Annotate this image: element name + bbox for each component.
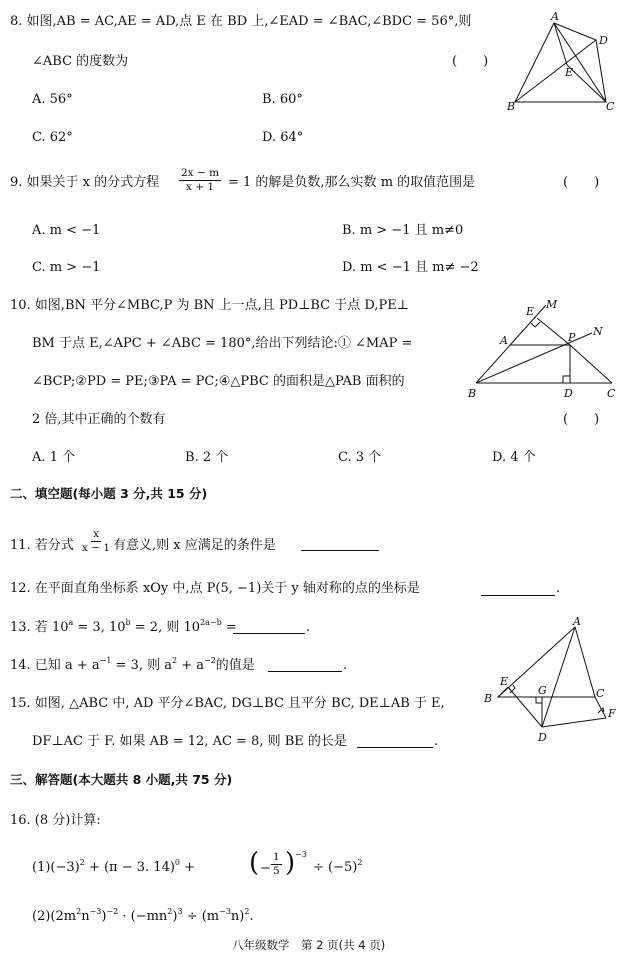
q16-part2	[32, 907, 254, 924]
q10-stem-line3: ∠BCP;②PD = PE;③PA = PC;④△PBC 的面积是△PAB 面积的	[32, 374, 405, 389]
q10-stem-line1: 10. 如图,BN 平分∠MBC,P 为 BN 上一点,且 PD⊥BC 于点 D,PE⊥	[10, 298, 409, 313]
q8-option-d: D. 64°	[262, 130, 304, 145]
q15-fig-label-d: D	[538, 731, 547, 744]
q10-answer-paren: ( )	[563, 412, 600, 427]
q10-fig-label-p: P	[568, 331, 576, 344]
q13-stem	[10, 618, 237, 635]
q10-option-a: A. 1 个	[32, 450, 76, 465]
q15-fig-label-b: B	[484, 692, 493, 705]
q10-option-b: B. 2 个	[185, 450, 229, 465]
q15-fig-label-e: E	[500, 675, 509, 688]
q8-option-b: B. 60°	[262, 92, 303, 107]
q14-sup-c: −2	[204, 656, 216, 665]
q16-p1-minus: −	[260, 861, 271, 876]
q16-p2-text-d: · (−mn	[118, 909, 168, 924]
q16-p1-text-b: + (π − 3. 14)	[84, 860, 175, 875]
q16-p1-text-c: +	[180, 860, 196, 875]
section-fill-in-title: 二、填空题(每小题 3 分,共 15 分)	[10, 486, 208, 501]
q11-fraction-denominator: x − 1	[82, 542, 111, 555]
q10-fig-label-e: E	[526, 305, 535, 318]
q13-text-c: = 2, 则 10	[130, 620, 201, 635]
q16-p2-text-e: )	[172, 909, 178, 924]
q12-stem: 12. 在平面直角坐标系 xOy 中,点 P(5, −1)关于 y 轴对称的点的坐标是	[10, 581, 420, 596]
q16-p2-text-b: n	[81, 909, 90, 924]
q8-stem-line2: ∠ABC 的度数为	[32, 54, 129, 69]
q9-option-a: A. m < −1	[32, 223, 101, 238]
q9-fraction-numerator: 2x − m	[179, 168, 221, 181]
q8-fig-label-b: B	[507, 100, 516, 113]
q16-p1-sup-d: 2	[357, 858, 363, 867]
q9-fraction	[179, 168, 221, 193]
q11-answer-blank[interactable]	[301, 550, 379, 551]
q10-fig-label-d: D	[564, 387, 573, 400]
q16-p1-fraction-denominator: 5	[273, 865, 280, 878]
q15-triangle-figure	[480, 617, 622, 745]
q16-p2-text-g: n)	[230, 909, 245, 924]
q9-option-b: B. m > −1 且 m≠0	[342, 223, 464, 238]
q9-stem-prefix: 9. 如果关于 x 的分式方程	[10, 175, 160, 190]
q15-fig-label-g: G	[538, 684, 547, 697]
q13-sup-b: b	[125, 618, 131, 627]
q16-title: 16. (8 分)计算:	[10, 813, 101, 828]
q8-fig-label-c: C	[606, 100, 615, 113]
q16-p1-open-paren: (	[249, 848, 260, 878]
q16-p2-sup-g: 2	[244, 907, 250, 916]
q15-stem-line2: DF⊥AC 于 F. 如果 AB = 12, AC = 8, 则 BE 的长是	[32, 734, 347, 749]
q11-fraction-numerator: x	[91, 529, 101, 542]
section-solve-title: 三、解答题(本大题共 8 小题,共 75 分)	[10, 772, 233, 787]
q8-stem-line1: 8. 如图,AB = AC,AE = AD,点 E 在 BD 上,∠EAD = ∠BAC,∠BDC = 56°,则	[10, 14, 472, 29]
q14-text-a: 14. 已知 a + a	[10, 658, 100, 673]
q15-fig-label-f: F	[608, 707, 616, 720]
q8-fig-label-d: D	[599, 34, 608, 47]
q16-p1-exponent: −3	[295, 850, 307, 859]
q9-fraction-denominator: x + 1	[185, 181, 215, 194]
q10-stem-line2: BM 于点 E,∠APC + ∠ABC = 180°,给出下列结论:① ∠MAP =	[32, 336, 413, 351]
q16-part1-right	[313, 858, 363, 875]
q16-part1-left	[32, 858, 196, 875]
q10-angle-bisector-figure	[462, 295, 622, 405]
q15-fig-label-c: C	[596, 687, 605, 700]
q15-fig-label-a: A	[573, 617, 581, 628]
q16-p2-text-h: .	[249, 909, 254, 924]
q16-p2-sup-f: −3	[219, 907, 231, 916]
q11-stem-suffix: 有意义,则 x 应满足的条件是	[113, 538, 276, 553]
q16-p2-sup-c: −2	[106, 907, 119, 916]
q14-sup-a: −1	[99, 656, 112, 665]
q11-stem-prefix: 11. 若分式	[10, 538, 74, 553]
q15-answer-blank[interactable]	[357, 747, 433, 748]
q16-p1-text-a: (1)(−3)	[32, 860, 80, 875]
q16-p2-text-f: ÷ (m	[182, 909, 220, 924]
q8-fig-label-e: E	[565, 66, 574, 79]
q16-p2-text-a: (2)(2m	[32, 909, 77, 924]
q8-triangle-figure	[505, 10, 620, 115]
q14-stem	[10, 656, 255, 673]
q16-p1-fraction-numerator: 1	[271, 852, 282, 865]
q13-text-d: =	[221, 620, 237, 635]
q10-fig-label-b: B	[468, 387, 477, 400]
q14-answer-blank[interactable]	[268, 671, 342, 672]
q14-text-c: + a	[177, 658, 204, 673]
q8-option-c: C. 62°	[32, 130, 73, 145]
q16-p2-sup-a: 2	[76, 907, 82, 916]
q14-text-b: = 3, 则 a	[111, 658, 172, 673]
q8-option-a: A. 56°	[32, 92, 73, 107]
q16-p1-text-d: ÷ (−5)	[313, 860, 358, 875]
q10-fig-label-c: C	[607, 387, 616, 400]
q13-sup-c: 2a−b	[200, 618, 222, 627]
q14-text-d: 的值是	[215, 658, 255, 673]
q12-end-period: .	[556, 581, 561, 596]
q14-sup-b: 2	[171, 656, 178, 665]
q10-fig-label-a: A	[500, 334, 508, 347]
q16-p1-fraction	[271, 852, 282, 877]
q8-fig-label-a: A	[551, 10, 559, 23]
q8-answer-paren: ( )	[452, 54, 489, 69]
q13-answer-blank[interactable]	[233, 633, 305, 634]
q9-option-c: C. m > −1	[32, 260, 101, 275]
q16-p1-close-paren: )	[285, 848, 296, 878]
q10-fig-label-m: M	[546, 298, 558, 311]
q9-stem-suffix: = 1 的解是负数,那么实数 m 的取值范围是	[228, 175, 476, 190]
q16-p2-text-c: )	[101, 909, 107, 924]
q9-answer-paren: ( )	[563, 175, 600, 190]
q10-fig-label-n: N	[593, 325, 603, 338]
q16-p2-sup-b: −3	[89, 907, 102, 916]
q12-answer-blank[interactable]	[481, 595, 555, 596]
q13-sup-a: a	[68, 618, 74, 627]
q9-option-d: D. m < −1 且 m≠ −2	[342, 260, 479, 275]
q16-p2-sup-e: 3	[177, 907, 183, 916]
q14-end-period: .	[343, 658, 348, 673]
q13-end-period: .	[306, 620, 311, 635]
q16-p2-sup-d: 2	[167, 907, 173, 916]
q16-p1-sup-b: 0	[174, 858, 181, 867]
q11-fraction	[80, 529, 112, 554]
q13-text-b: = 3, 10	[73, 620, 126, 635]
q10-stem-line4: 2 倍,其中正确的个数有	[32, 412, 166, 427]
q10-option-d: D. 4 个	[492, 450, 536, 465]
q10-option-c: C. 3 个	[338, 450, 382, 465]
q16-p1-sup-a: 2	[79, 858, 85, 867]
page-footer: 八年级数学 第 2 页(共 4 页)	[232, 938, 386, 952]
q15-stem-line1: 15. 如图, △ABC 中, AD 平分∠BAC, DG⊥BC 且平分 BC, DE⊥AB 于 E,	[10, 696, 445, 711]
q15-end-period: .	[434, 734, 439, 749]
q13-text-a: 13. 若 10	[10, 620, 69, 635]
